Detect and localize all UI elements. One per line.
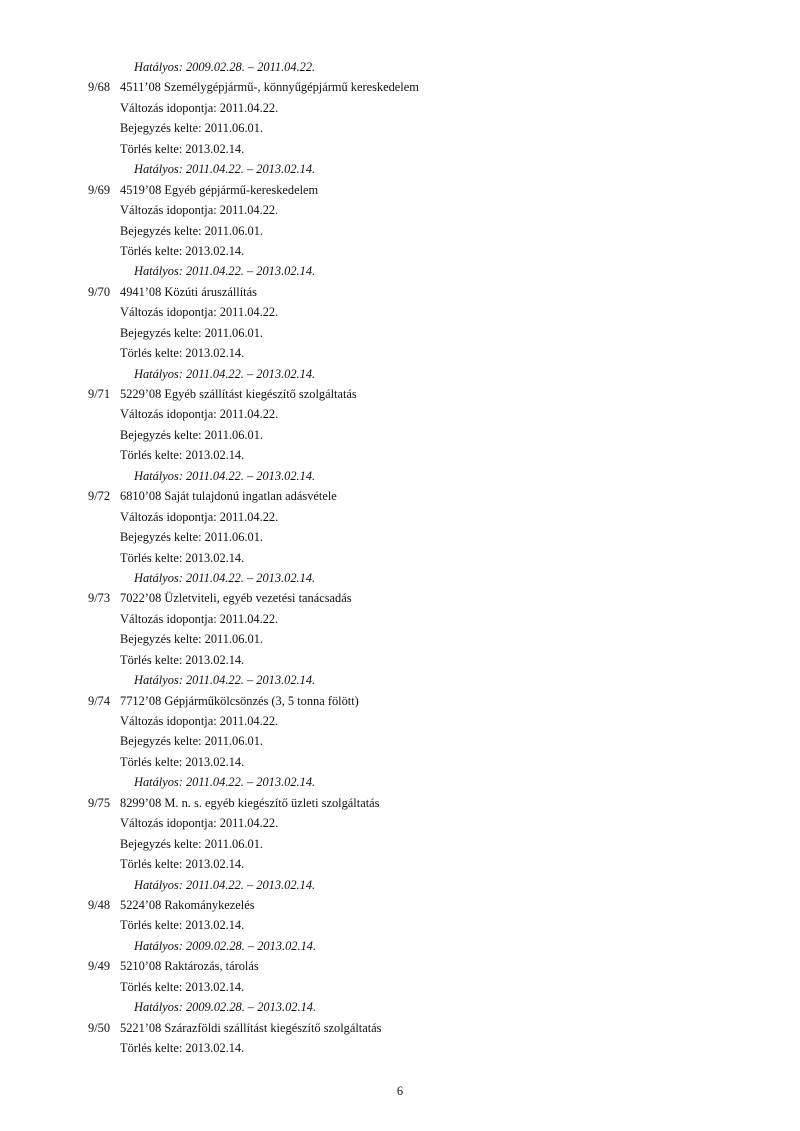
entry-activity: 7022’08 Üzletviteli, egyéb vezetési tanácsadás (120, 591, 352, 606)
validity-line (0, 261, 800, 281)
validity-line (0, 875, 800, 895)
entry-detail: Törlés kelte: 2013.02.14. (120, 754, 245, 769)
entry-code: 9/72 (88, 489, 111, 504)
entry-header (0, 1018, 800, 1038)
entry-detail: Változás idopontja: 2011.04.22. (120, 100, 279, 115)
entry-activity: 5210’08 Raktározás, tárolás (120, 959, 259, 974)
entry-detail-line (0, 915, 800, 935)
entry-code: 9/69 (88, 182, 111, 197)
validity-line (0, 466, 800, 486)
entry-code: 9/73 (88, 591, 111, 606)
entry-code: 9/75 (88, 795, 111, 810)
entry-code: 9/49 (88, 959, 111, 974)
entry-code: 9/48 (88, 897, 111, 912)
entry-detail-line (0, 650, 800, 670)
entry-detail: Törlés kelte: 2013.02.14. (120, 1041, 245, 1055)
validity-line (0, 364, 800, 384)
entry-detail-line (0, 834, 800, 854)
entry-detail: Törlés kelte: 2013.02.14. (120, 243, 245, 258)
entry-detail: Törlés kelte: 2013.02.14. (120, 652, 245, 667)
entry-detail-line (0, 221, 800, 241)
validity-line (0, 997, 800, 1017)
entry-detail: Törlés kelte: 2013.02.14. (120, 346, 245, 361)
entry-detail-line (0, 711, 800, 731)
entry-detail-line (0, 813, 800, 833)
entry-header (0, 180, 800, 200)
entry-detail: Bejegyzés kelte: 2011.06.01. (120, 734, 264, 749)
entry-detail: Törlés kelte: 2013.02.14. (120, 857, 245, 872)
entry-detail: Törlés kelte: 2013.02.14. (120, 448, 245, 463)
entry-header (0, 77, 800, 97)
entry-activity: 8299’08 M. n. s. egyéb kiegészítő üzleti szolgáltatás (120, 795, 380, 810)
entry-code: 9/68 (88, 80, 111, 95)
entry-activity: 5229’08 Egyéb szállítást kiegészítő szolgáltatás (120, 387, 357, 401)
entry-detail-line (0, 200, 800, 220)
entry-detail-line (0, 731, 800, 751)
entry-detail: Változás idopontja: 2011.04.22. (120, 611, 279, 626)
entry-code: 9/71 (88, 387, 111, 401)
entry-detail-line (0, 98, 800, 118)
entry-detail-line (0, 343, 800, 363)
entry-detail: Törlés kelte: 2013.02.14. (120, 979, 245, 994)
validity-text: Hatályos: 2011.04.22. – 2013.02.14. (134, 366, 316, 381)
entry-header (0, 691, 800, 711)
validity-text: Hatályos: 2011.04.22. – 2013.02.14. (134, 264, 316, 279)
entry-detail-line (0, 1038, 800, 1058)
entry-detail: Változás idopontja: 2011.04.22. (120, 203, 279, 218)
entry-header (0, 793, 800, 813)
validity-text: Hatályos: 2011.04.22. – 2013.02.14. (134, 775, 316, 790)
entry-detail: Törlés kelte: 2013.02.14. (120, 141, 245, 156)
entry-code: 9/50 (88, 1020, 111, 1035)
entry-detail: Bejegyzés kelte: 2011.06.01. (120, 530, 264, 545)
validity-text: Hatályos: 2011.04.22. – 2013.02.14. (134, 468, 316, 483)
entry-detail-line (0, 404, 800, 424)
validity-text: Hatályos: 2009.02.28. – 2013.02.14. (134, 1000, 317, 1015)
entry-list (0, 77, 800, 1058)
entry-detail-line (0, 241, 800, 261)
entry-detail: Változás idopontja: 2011.04.22. (120, 509, 279, 524)
entry-detail: Változás idopontja: 2011.04.22. (120, 714, 279, 728)
entry-header (0, 282, 800, 302)
entry-detail: Bejegyzés kelte: 2011.06.01. (120, 121, 264, 136)
validity-text: Hatályos: 2009.02.28. – 2011.04.22. (134, 60, 316, 74)
document-body (0, 57, 800, 1058)
entry-detail: Bejegyzés kelte: 2011.06.01. (120, 223, 264, 238)
entry-activity: 5224’08 Rakománykezelés (120, 897, 255, 912)
validity-text: Hatályos: 2011.04.22. – 2013.02.14. (134, 162, 316, 177)
entry-detail-line (0, 527, 800, 547)
validity-line (0, 568, 800, 588)
entry-code: 9/70 (88, 284, 111, 299)
entry-header (0, 588, 800, 608)
entry-detail-line (0, 548, 800, 568)
entry-detail-line (0, 507, 800, 527)
entry-detail-line (0, 752, 800, 772)
entry-detail: Bejegyzés kelte: 2011.06.01. (120, 836, 264, 851)
validity-text: Hatályos: 2009.02.28. – 2013.02.14. (134, 938, 317, 953)
entry-detail-line (0, 609, 800, 629)
entry-header (0, 486, 800, 506)
entry-detail: Törlés kelte: 2013.02.14. (120, 918, 245, 933)
entry-detail-line (0, 139, 800, 159)
validity-line (0, 936, 800, 956)
entry-detail-line (0, 118, 800, 138)
entry-header (0, 895, 800, 915)
entry-activity: 4511’08 Személygépjármű-, könnyűgépjármű kereskedelem (120, 80, 419, 95)
entry-detail: Bejegyzés kelte: 2011.06.01. (120, 325, 264, 340)
entry-detail-line (0, 445, 800, 465)
validity-line (0, 772, 800, 792)
entry-detail: Bejegyzés kelte: 2011.06.01. (120, 427, 264, 442)
entry-detail: Bejegyzés kelte: 2011.06.01. (120, 632, 264, 647)
validity-text: Hatályos: 2011.04.22. – 2013.02.14. (134, 570, 316, 585)
validity-line (0, 670, 800, 690)
entry-detail: Törlés kelte: 2013.02.14. (120, 550, 245, 565)
entry-detail-line (0, 425, 800, 445)
validity-line (0, 159, 800, 179)
entry-detail: Változás idopontja: 2011.04.22. (120, 816, 279, 831)
entry-detail-line (0, 854, 800, 874)
entry-activity: 5221’08 Szárazföldi szállítást kiegészítő szolgáltatás (120, 1020, 382, 1035)
entry-activity: 6810’08 Saját tulajdonú ingatlan adásvétele (120, 489, 337, 504)
entry-code: 9/74 (88, 693, 111, 708)
page-number: 6 (396, 1084, 404, 1098)
validity-text: Hatályos: 2011.04.22. – 2013.02.14. (134, 877, 316, 892)
entry-header (0, 956, 800, 976)
entry-header (0, 384, 800, 404)
entry-activity: 4941’08 Közúti áruszállítás (120, 284, 257, 299)
entry-detail: Változás idopontja: 2011.04.22. (120, 305, 279, 320)
validity-line (0, 57, 800, 77)
entry-detail-line (0, 323, 800, 343)
entry-detail-line (0, 977, 800, 997)
entry-detail: Változás idopontja: 2011.04.22. (120, 407, 279, 422)
entry-activity: 4519’08 Egyéb gépjármű-kereskedelem (120, 182, 319, 197)
validity-text: Hatályos: 2011.04.22. – 2013.02.14. (134, 673, 316, 688)
entry-detail-line (0, 629, 800, 649)
entry-activity: 7712’08 Gépjárműkölcsönzés (3, 5 tonna fölött) (120, 693, 359, 708)
entry-detail-line (0, 302, 800, 322)
